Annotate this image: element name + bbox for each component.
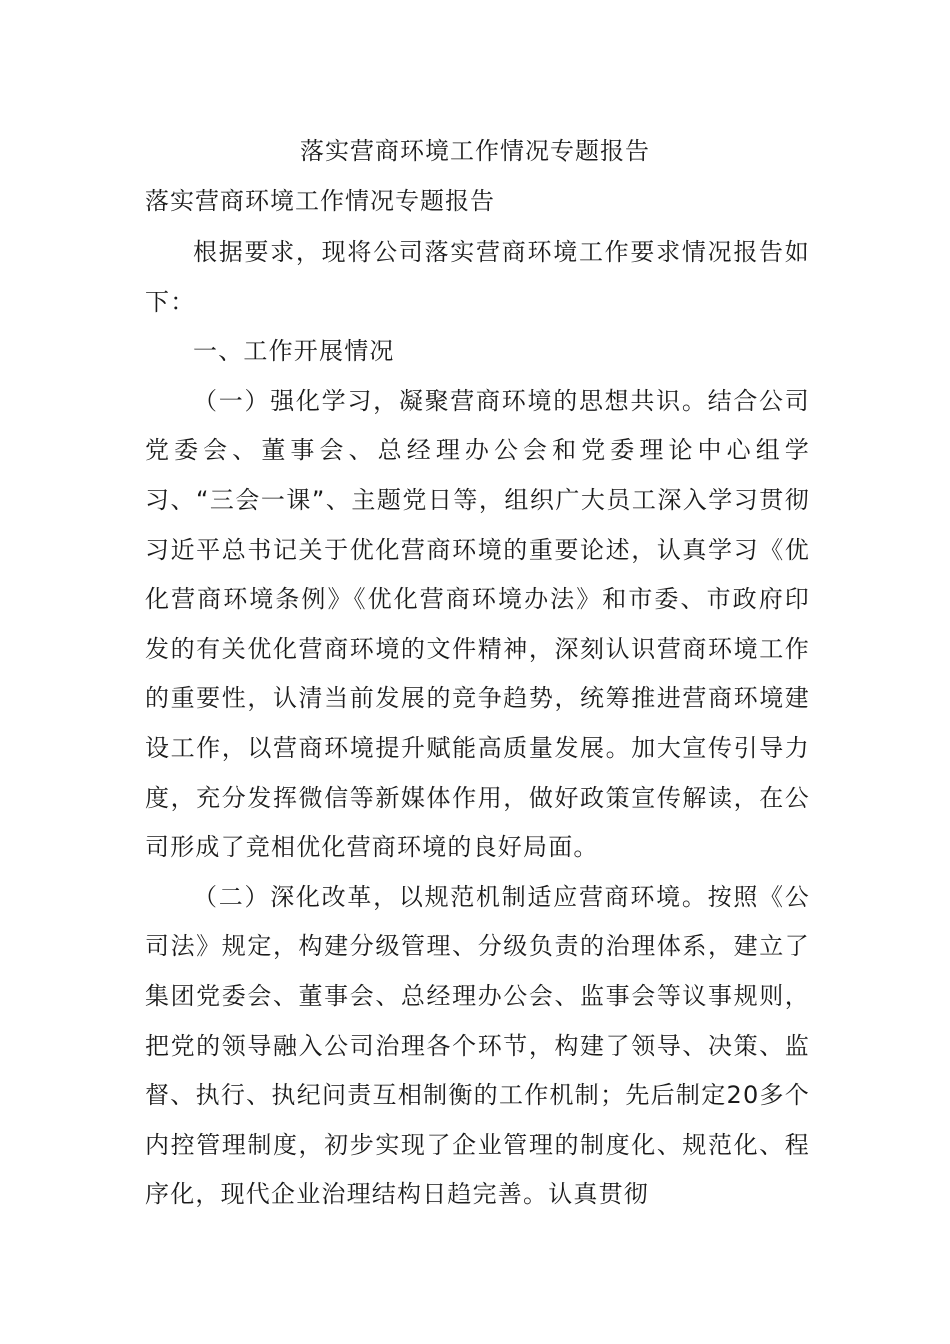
document-subtitle: 落实营商环境工作情况专题报告 — [145, 187, 495, 215]
paragraph-study: （一）强化学习，凝聚营商环境的思想共识。结合公司党委会、董事会、总经理办公会和党委理论中心组学习、“三会一课”、主题党日等，组织广大员工深入学习贯彻习近平总书记关于优化营商环境的重要论述，认真学习《优化营商环境条例》《优化营商环境办法》和市委、市政府印发的有关优化营商环境的文件精神，深刻认识营商环境工作的重要性，认清当前发展的竞争趋势，统筹推进营商环境建设工作，以营商环境提升赋能高质量发展。加大宣传引导力度，充分发挥微信等新媒体作用，做好政策宣传解读，在公司形成了竞相优化营商环境的良好局面。 — [145, 386, 810, 862]
document-body — [145, 228, 810, 1220]
section-heading: 一、工作开展情况 — [193, 337, 395, 366]
paragraph-intro: 根据要求，现将公司落实营商环境工作要求情况报告如下： — [145, 238, 810, 316]
paragraph-reform: （二）深化改革，以规范机制适应营商环境。按照《公司法》规定，构建分级管理、分级负责的治理体系，建立了集团党委会、董事会、总经理办公会、监事会等议事规则，把党的领导融入公司治理各个环节，构建了领导、决策、监督、执行、执纪问责互相制衡的工作机制；先后制定20多个内控管理制度，初步实现了企业管理的制度化、规范化、程序化，现代企业治理结构日趋完善。认真贯彻 — [145, 882, 810, 1209]
document-title: 落实营商环境工作情况专题报告 — [300, 137, 650, 165]
